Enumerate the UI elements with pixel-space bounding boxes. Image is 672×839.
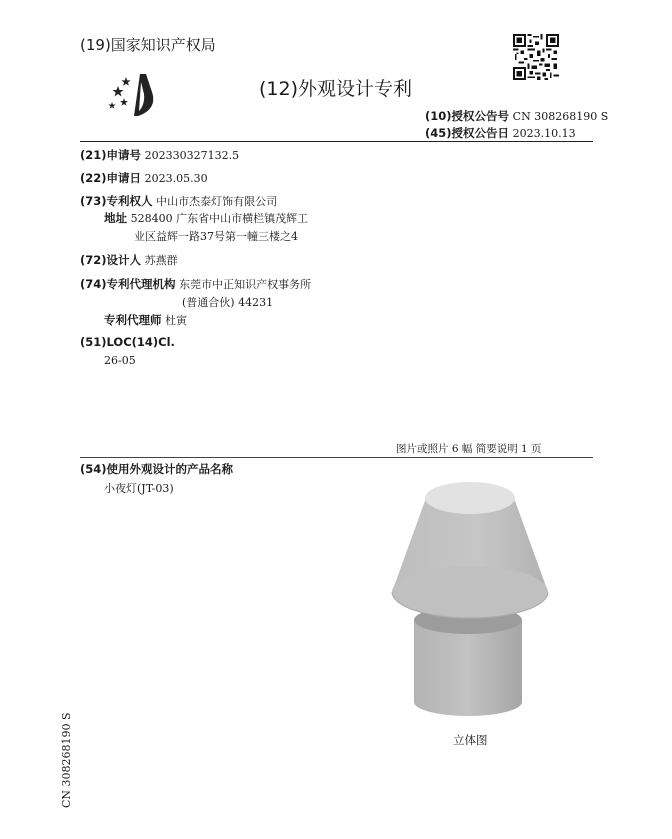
qr-code-icon xyxy=(513,34,559,80)
designer-label: (72)设计人 xyxy=(80,253,142,267)
loc-classification-line xyxy=(80,335,175,349)
patentee-line xyxy=(80,193,277,209)
agency-label: (74)专利代理机构 xyxy=(80,277,176,291)
application-number: 202330327132.5 xyxy=(144,149,240,162)
application-date: 2023.05.30 xyxy=(144,172,208,185)
cnipa-logo-icon xyxy=(108,72,172,118)
document-type-title: (12)外观设计专利 xyxy=(259,78,413,100)
patentee: 中山市杰泰灯饰有限公司 xyxy=(156,195,278,208)
address-line-2: 业区益辉一路37号第一幢三楼之4 xyxy=(134,230,298,243)
grant-number-label: (10)授权公告号 xyxy=(425,109,510,123)
application-date-line xyxy=(80,170,208,186)
agency-line xyxy=(80,276,311,292)
office-name: (19)国家知识产权局 xyxy=(80,36,216,54)
address-line xyxy=(104,210,308,226)
designer: 苏燕群 xyxy=(144,254,178,267)
application-date-label: (22)申请日 xyxy=(80,171,142,185)
agent-label: 专利代理师 xyxy=(104,313,162,327)
loc-classification: 26-05 xyxy=(104,354,136,367)
header-divider xyxy=(80,141,593,142)
product-name: 小夜灯(JT-03) xyxy=(104,482,174,495)
grant-date-label: (45)授权公告日 xyxy=(425,126,510,140)
agent-line xyxy=(104,312,187,328)
pages-summary: 图片或照片 6 幅 简要说明 1 页 xyxy=(396,443,542,455)
grant-date: 2023.10.13 xyxy=(512,127,576,140)
summary-divider xyxy=(80,457,593,458)
agent: 杜寅 xyxy=(165,314,188,327)
grant-date-line xyxy=(425,125,576,141)
side-publication-number: CN 308268190 S xyxy=(60,712,73,808)
address-line-1: 528400 广东省中山市横栏镇茂辉工 xyxy=(130,212,309,225)
patentee-label: (73)专利权人 xyxy=(80,194,153,208)
agency-name: 东莞市中正知识产权事务所 xyxy=(179,278,312,291)
loc-classification-label: (51)LOC(14)Cl. xyxy=(80,335,175,349)
grant-number: CN 308268190 S xyxy=(512,110,609,123)
perspective-view-figure xyxy=(380,470,570,730)
application-number-label: (21)申请号 xyxy=(80,148,142,162)
agency-name-line-2: (普通合伙) 44231 xyxy=(182,296,274,309)
grant-number-line xyxy=(425,108,608,124)
figure-caption: 立体图 xyxy=(453,733,488,747)
product-name-label: (54)使用外观设计的产品名称 xyxy=(80,462,234,476)
designer-line xyxy=(80,252,178,268)
address-label: 地址 xyxy=(104,211,127,225)
application-number-line xyxy=(80,147,239,163)
